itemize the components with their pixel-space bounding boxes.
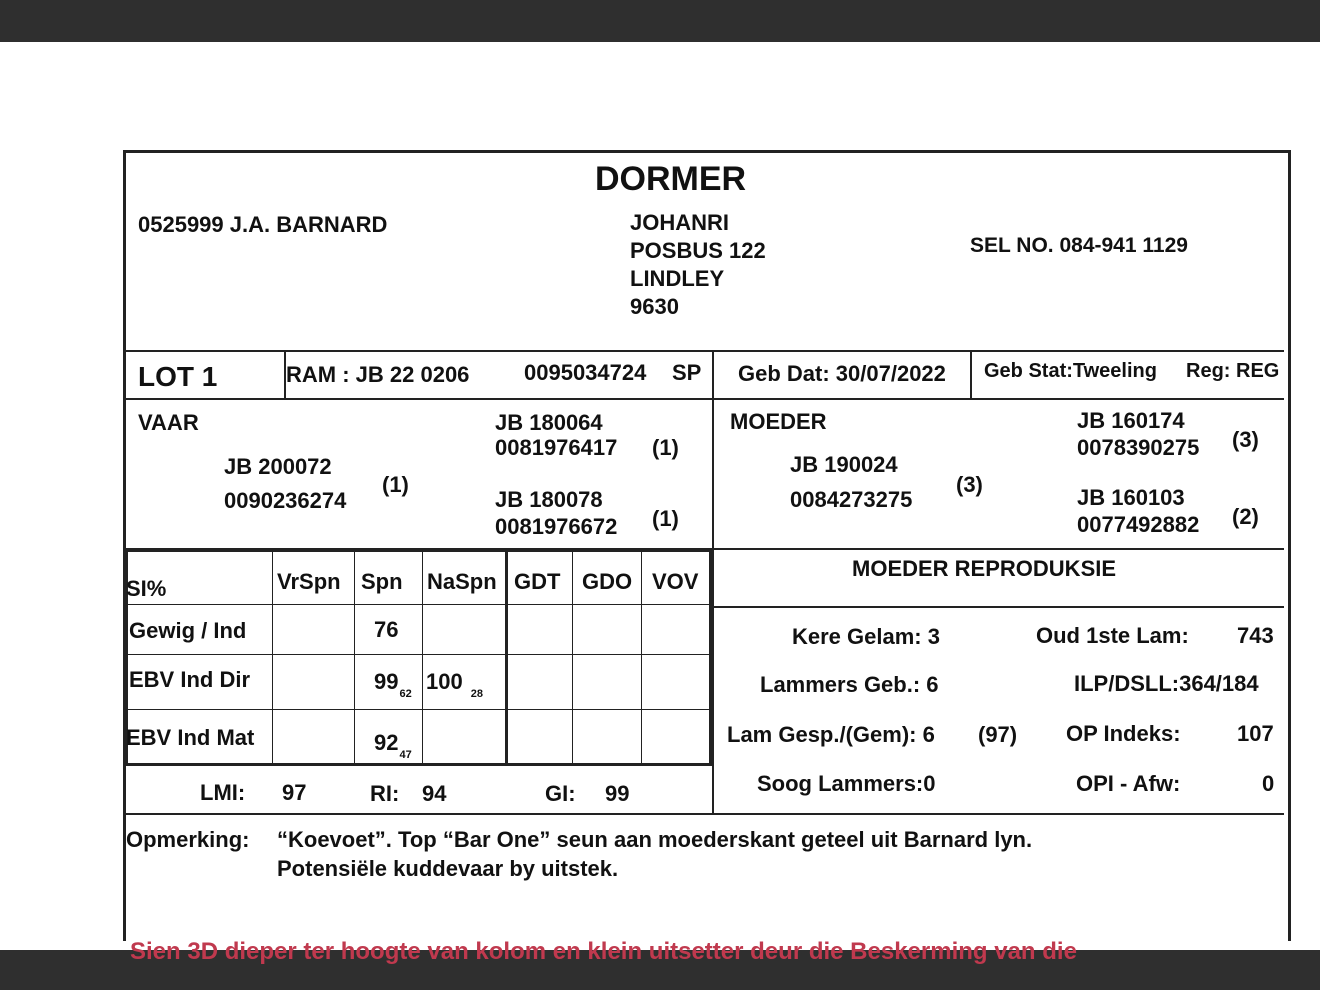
ri-value: 94	[422, 781, 447, 806]
si-row-label: EBV Ind Mat	[126, 725, 255, 750]
sire-id: 0090236274	[224, 488, 347, 513]
si-row-label: EBV Ind Dir	[129, 667, 251, 692]
divider	[712, 350, 714, 813]
lam-gespeen-avg: (97)	[978, 722, 1018, 747]
birth-date: Geb Dat: 30/07/2022	[738, 361, 946, 386]
dam-dam-name: JB 160103	[1077, 485, 1185, 510]
registration: Reg: REG	[1186, 360, 1280, 382]
si-header-gdo: GDO	[582, 569, 633, 594]
opi-afw-value: 0	[1262, 771, 1275, 796]
divider	[126, 813, 1284, 815]
lmi-label: LMI:	[200, 780, 246, 805]
lmi-value: 97	[282, 780, 307, 805]
sire-dam-name: JB 180078	[495, 487, 603, 512]
si-row-spn: $99_{62}$	[374, 669, 412, 700]
si-header-naspn: NaSpn	[427, 569, 497, 594]
gi-label: GI:	[545, 781, 576, 806]
sire-sire-id: 0081976417	[495, 435, 618, 460]
lammers-geb: Lammers Geb.: 6	[760, 672, 939, 697]
address-line-3: LINDLEY	[630, 266, 725, 291]
address-line-4: 9630	[630, 294, 679, 319]
divider	[970, 350, 972, 400]
sire-dam-id: 0081976672	[495, 514, 618, 539]
sire-name: JB 200072	[224, 454, 332, 479]
si-row-spn: 76	[374, 617, 399, 642]
sire-sire-grade: (1)	[652, 435, 679, 460]
si-header-gdt: GDT	[514, 569, 561, 594]
dam-dam-id: 0077492882	[1077, 512, 1200, 537]
ri-label: RI:	[370, 781, 400, 806]
dam-sire-name: JB 160174	[1077, 408, 1185, 433]
dam-grade: (3)	[956, 472, 983, 497]
owner-name: 0525999 J.A. BARNARD	[138, 212, 388, 237]
sel-no: SEL NO. 084-941 1129	[970, 234, 1188, 257]
ilp-dsll: ILP/DSLL:364/184	[1074, 671, 1259, 696]
dam-id: 0084273275	[790, 487, 913, 512]
dam-label: MOEDER	[730, 409, 827, 434]
si-row-spn: $92_{47}$	[374, 730, 412, 761]
cutoff-text: Sien 3D dieper ter hoogte van kolom en klein uitsetter deur die Beskerming van die	[130, 938, 1077, 965]
address-line-1: JOHANRI	[630, 210, 730, 235]
si-header-spn: Spn	[361, 569, 403, 594]
oud-1ste-lam-value: 743	[1237, 623, 1274, 648]
sire-dam-grade: (1)	[652, 506, 679, 531]
kere-gelam: Kere Gelam: 3	[792, 624, 940, 649]
divider	[126, 350, 1284, 352]
sire-grade: (1)	[382, 472, 409, 497]
soog-lammers: Soog Lammers:0	[757, 771, 936, 796]
si-row-naspn: 100 $_{28}$	[426, 669, 483, 700]
op-indeks-value: 107	[1237, 721, 1274, 746]
remark-line-1: “Koevoet”. Top “Bar One” seun aan moederskant geteel uit Barnard lyn.	[277, 827, 1033, 852]
si-row-label: Gewig / Ind	[129, 618, 247, 643]
remark-label: Opmerking:	[126, 827, 250, 852]
gi-value: 99	[605, 781, 630, 806]
divider	[126, 398, 1284, 400]
dam-dam-grade: (2)	[1232, 504, 1259, 529]
lot-number: LOT 1	[138, 361, 218, 392]
sire-label: VAAR	[138, 410, 199, 435]
reproduction-title: MOEDER REPRODUKSIE	[852, 556, 1117, 581]
lam-gespeen: Lam Gesp./(Gem): 6	[727, 722, 935, 747]
opi-afw-label: OPI - Afw:	[1076, 771, 1181, 796]
ram-id: 0095034724	[524, 360, 647, 385]
ram-number: RAM : JB 22 0206	[286, 362, 470, 387]
remark-line-2: Potensiële kuddevaar by uitstek.	[277, 856, 619, 881]
sire-sire-name: JB 180064	[495, 410, 603, 435]
dam-name: JB 190024	[790, 452, 898, 477]
address-line-2: POSBUS 122	[630, 238, 766, 263]
dam-sire-id: 0078390275	[1077, 435, 1200, 460]
top-bar	[0, 0, 1320, 42]
dam-sire-grade: (3)	[1232, 427, 1259, 452]
si-header-si: SI%	[126, 576, 167, 601]
oud-1ste-lam-label: Oud 1ste Lam:	[1036, 623, 1189, 648]
birth-status: Geb Stat:Tweeling	[984, 360, 1157, 382]
si-header-vrspn: VrSpn	[277, 569, 341, 594]
op-indeks-label: OP Indeks:	[1066, 721, 1181, 746]
breed-title: DORMER	[595, 160, 747, 198]
divider	[712, 606, 1284, 608]
ram-code: SP	[672, 360, 702, 385]
si-header-vov: VOV	[652, 569, 699, 594]
